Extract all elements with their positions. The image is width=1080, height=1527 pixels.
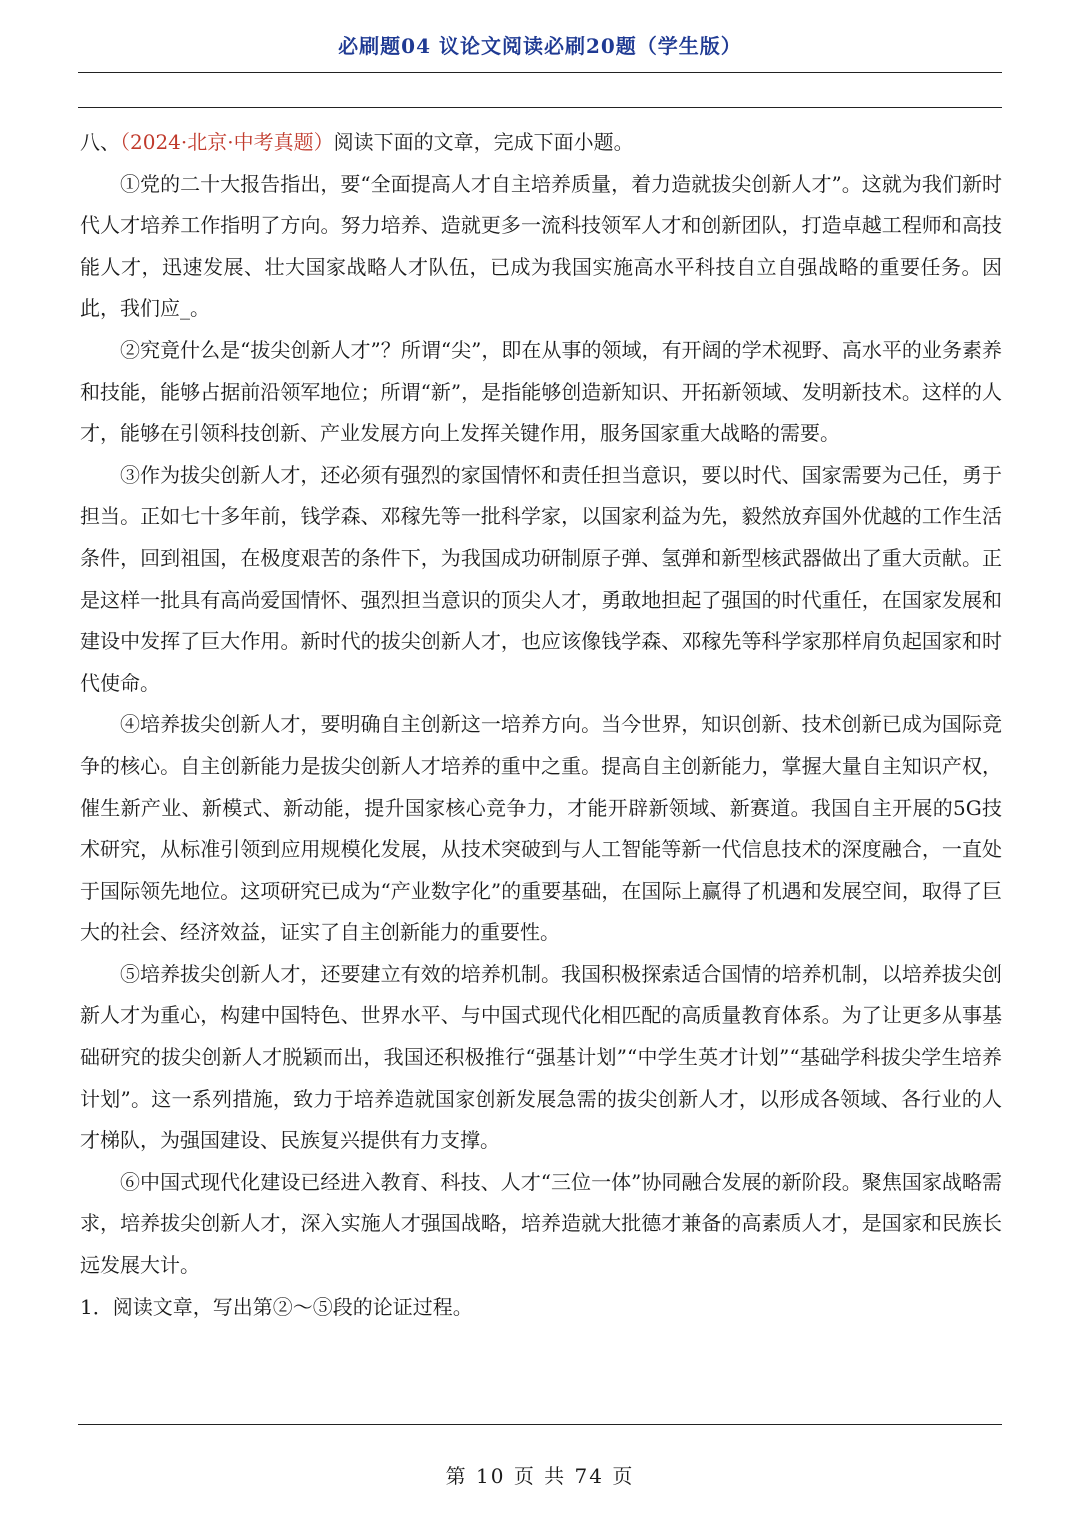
- question-source: （2024·北京·中考真题）: [120, 130, 334, 154]
- footer-divider: [78, 1424, 1002, 1425]
- content-top-divider: [78, 107, 1002, 108]
- page-header-title: 必刷题04 议论文阅读必刷20题（学生版）: [338, 34, 742, 58]
- paragraph-1: ①党的二十大报告指出，要“全面提高人才自主培养质量，着力造就拔尖创新人才”。这就为我们新时代人才培养工作指明了方向。努力培养、造就更多一流科技领军人才和创新团队，打造卓越工程师和高技能人才，迅速发展、壮大国家战略人才队伍，已成为我国实施高水平科技自立自强战略的重要任务。因此，我们应_。: [80, 171, 1002, 321]
- header-divider: [78, 72, 1002, 73]
- paragraph-2: ②究竟什么是“拔尖创新人才”？所谓“尖”，即在从事的领域，有开阔的学术视野、高水平的业务素养和技能，能够占据前沿领军地位；所谓“新”，是指能够创造新知识、开拓新领域、发明新技术。这样的人才，能够在引领科技创新、产业发展方向上发挥关键作用，服务国家重大战略的需要。: [80, 337, 1002, 446]
- question-instruction: 阅读下面的文章，完成下面小题。: [333, 130, 634, 154]
- question-heading: [80, 122, 1002, 164]
- paragraph-4: ④培养拔尖创新人才，要明确自主创新这一培养方向。当今世界，知识创新、技术创新已成为国际竞争的核心。自主创新能力是拔尖创新人才培养的重中之重。提高自主创新能力，掌握大量自主知识产权，催生新产业、新模式、新动能，提升国家核心竞争力，才能开辟新领域、新赛道。我国自主开展的5G技术研究，从标准引领到应用规模化发展，从技术突破到与人工智能等新一代信息技术的深度融合，一直处于国际领先地位。这项研究已成为“产业数字化”的重要基础，在国际上赢得了机遇和发展空间，取得了巨大的社会、经济效益，证实了自主创新能力的重要性。: [80, 712, 1002, 945]
- page-number: 第 10 页 共 74 页: [445, 1464, 635, 1488]
- question-number: 八、: [80, 130, 120, 154]
- paragraph-5: ⑤培养拔尖创新人才，还要建立有效的培养机制。我国积极探索适合国情的培养机制，以培养拔尖创新人才为重心，构建中国特色、世界水平、与中国式现代化相匹配的高质量教育体系。为了让更多从事基础研究的拔尖创新人才脱颖而出，我国还积极推行“强基计划”“中学生英才计划”“基础学科拔尖学生培养计划”。这一系列措施，致力于培养造就国家创新发展急需的拔尖创新人才，以形成各领域、各行业的人才梯队，为强国建设、民族复兴提供有力支撑。: [80, 961, 1002, 1153]
- paragraph-3: ③作为拔尖创新人才，还必须有强烈的家国情怀和责任担当意识，要以时代、国家需要为己任，勇于担当。正如七十多年前，钱学森、邓稼先等一批科学家，以国家利益为先，毅然放弃国外优越的工作生活条件，回到祖国，在极度艰苦的条件下，为我国成功研制原子弹、氢弹和新型核武器做出了重大贡献。正是这样一批具有高尚爱国情怀、强烈担当意识的顶尖人才，勇敢地担起了强国的时代重任，在国家发展和建设中发挥了巨大作用。新时代的拔尖创新人才，也应该像钱学森、邓稼先等科学家那样肩负起国家和时代使命。: [80, 462, 1002, 695]
- sub-question-1: 1．阅读文章，写出第②～⑤段的论证过程。: [80, 1294, 473, 1319]
- paragraph-6: ⑥中国式现代化建设已经进入教育、科技、人才“三位一体”协同融合发展的新阶段。聚焦国家战略需求，培养拔尖创新人才，深入实施人才强国战略，培养造就大批德才兼备的高素质人才，是国家和民族长远发展大计。: [80, 1169, 1002, 1278]
- document-body: [80, 122, 1002, 1328]
